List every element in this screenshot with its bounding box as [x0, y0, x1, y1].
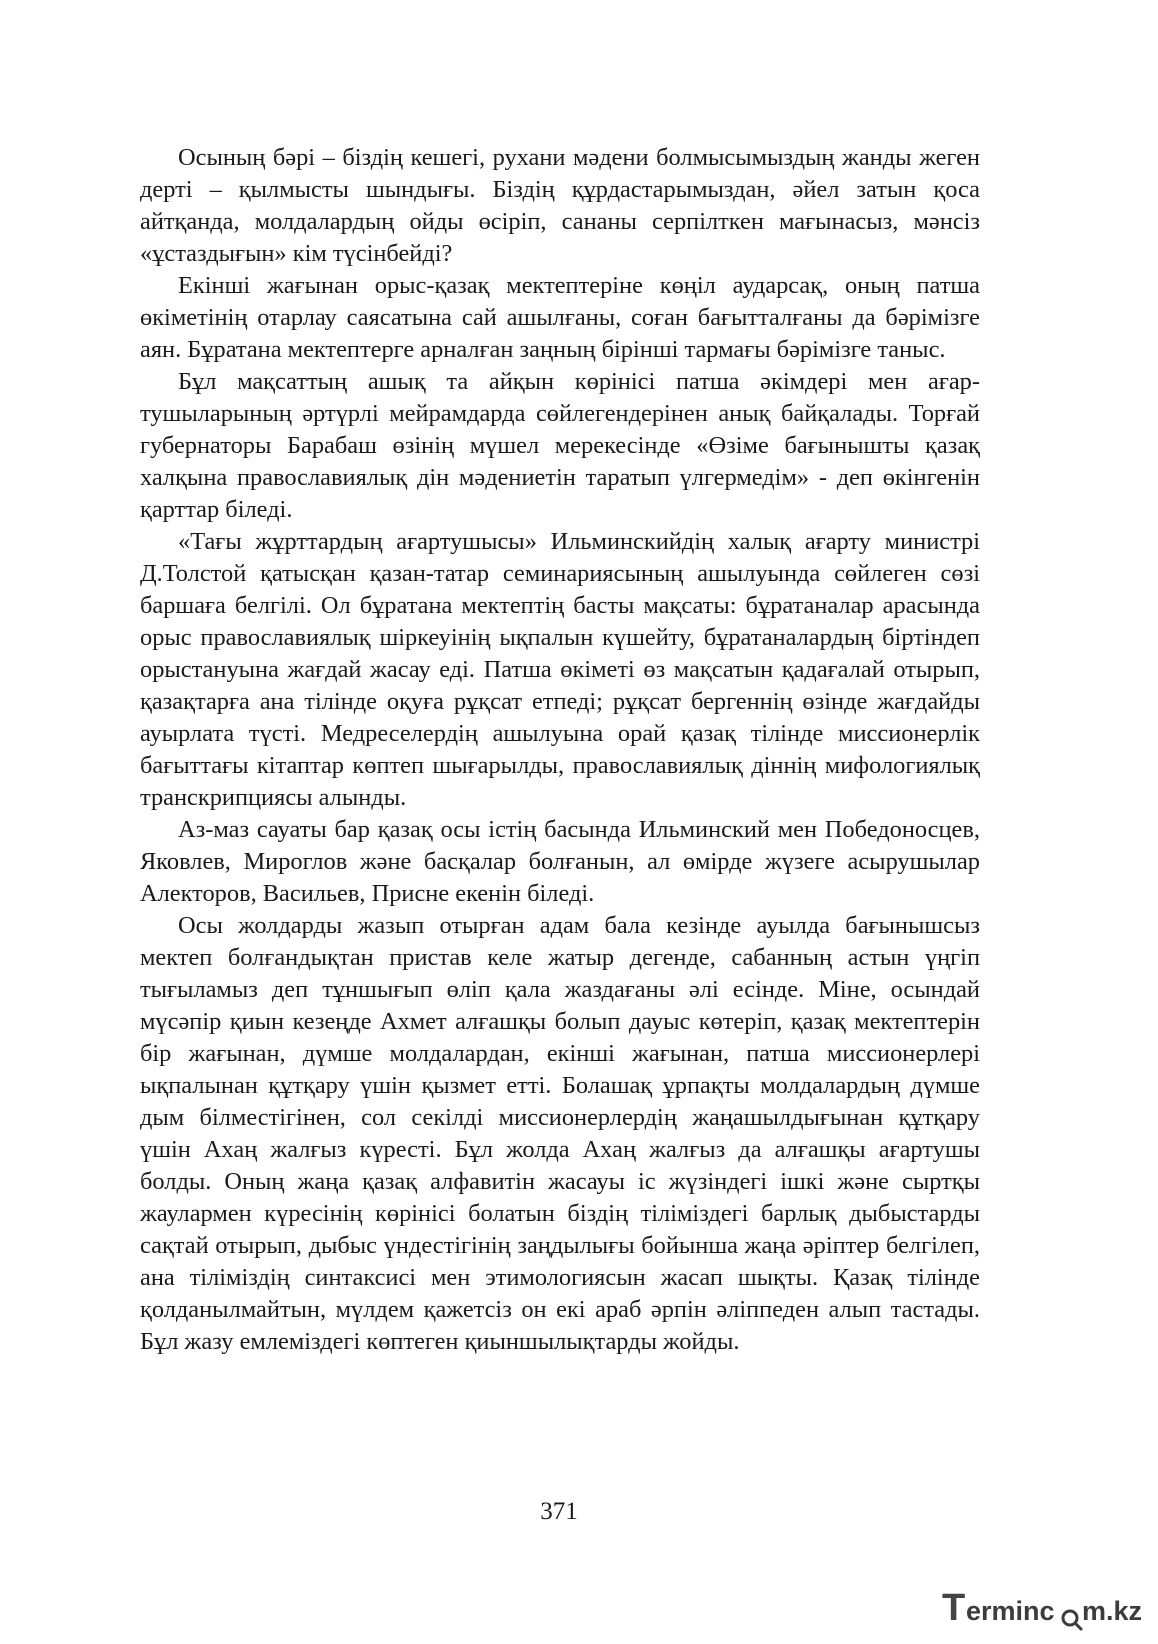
paragraph: Бұл мақсаттың ашық та айқын көрінісі патша әкімдері мен ағартушыларының әртүрлі мейрамдарда сөйлегендерінен анық байқалады. Торғай губернаторы Барабаш өзінің мүшел мерекесінде «Өзіме бағынышты қазақ халқына православиялық дін мәдениетін таратып үлгермедім» - деп өкінгенін қарттар біледі. — [140, 368, 980, 523]
watermark-first-letter: T — [942, 1587, 966, 1629]
paragraph: «Тағы жұрттардың ағартушысы» Ильминскийдің халық ағарту министрі Д.Толстой қатысқан қазан-татар семинариясының ашылуында сөйлеген сөзі баршаға белгілі. Ол бұратана мектептің басты мақсаты: бұратаналар арасында орыс православиялық шіркеуінің ықпалын күшейту, бұратаналардың біртіндеп орыстануына жағдай жасау еді. Патша өкіметі өз мақсатын қадағалай отырып, қазақтарға ана тілінде оқуға рұқсат етпеді; рұқсат бергеннің өзінде жағдайды ауырлата түсті. Медреселердің ашылуына орай қазақ тілінде миссионерлік бағыттағы кітаптар көптеп шығарылды, православиялық діннің мифологиялық транскрипциясы алынды. — [140, 528, 980, 811]
watermark-middle-text: erminc — [966, 1596, 1055, 1626]
page-number: 371 — [540, 1498, 578, 1525]
termincom-watermark-logo — [942, 1587, 1152, 1629]
magnifier-icon — [1060, 1602, 1084, 1644]
paragraph: Аз-маз сауаты бар қазақ осы істің басында Ильминский мен Победоносцев, Яковлев, Мироглов және басқалар болғанын, ал өмірде жүзеге асырушылар Алекторов, Васильев, Присне екенін біледі. — [140, 816, 980, 907]
page-body-text — [140, 142, 980, 1358]
paragraph: Осы жолдарды жазып отырған адам бала кезінде ауылда бағынышсыз мектеп болғандықтан пристав келе жатыр дегенде, сабанның астын үңгіп тығыламыз деп тұншығып өліп қала жаздағаны әлі есінде. Міне, осындай мүсәпір қиын кезеңде Ахмет алғашқы болып дауыс көтеріп, қазақ мектептерін бір жағынан, дүмше молдалардан, екінші жағынан, патша миссионерлері ықпалынан құтқару үшін қызмет етті. Болашақ ұрпақты молдалардың дүмше дым білместігінен, сол секілді миссионерлердің жаңашылдығынан құтқару үшін Ахаң жалғыз күресті. Бұл жолда Ахаң жалғыз да алғашқы ағартушы болды. Оның жаңа қазақ алфавитін жасауы іс жүзіндегі ішкі және сыртқы жаулармен күресінің көрінісі болатын біздің тіліміздегі барлық дыбыстарды сақтай отырып, дыбыс үндестігінің заңдылығы бойынша жаңа әріптер белгілеп, ана тіліміздің синтаксисі мен этимологиясын жасап шықты. Қазақ тілінде қолданылмайтын, мүлдем қажетсіз он екі араб әрпін әліппеден алып тастады. Бұл жазу емлеміздегі көптеген қиыншылықтарды жойды. — [140, 912, 980, 1355]
watermark-domain-text: m.kz — [1082, 1596, 1143, 1626]
paragraph: Екінші жағынан орыс-қазақ мектептеріне көңіл аударсақ, оның патша өкіметінің отарлау саясатына сай ашылғаны, соған бағытталғаны да бәрімізге аян. Бұратана мектептерге арналған заңның бірінші тармағы бәрімізге таныс. — [140, 272, 980, 363]
paragraph: Осының бәрі – біздің кешегі, рухани мәдени болмысымыздың жанды жеген дерті – қылмысты шындығы. Біздің құрдастарымыздан, әйел затын қоса айтқанда, молдалардың ойды өсіріп, сананы серпілткен мағынасыз, мәнсіз «ұстаздығын» кім түсінбейді? — [140, 144, 980, 267]
